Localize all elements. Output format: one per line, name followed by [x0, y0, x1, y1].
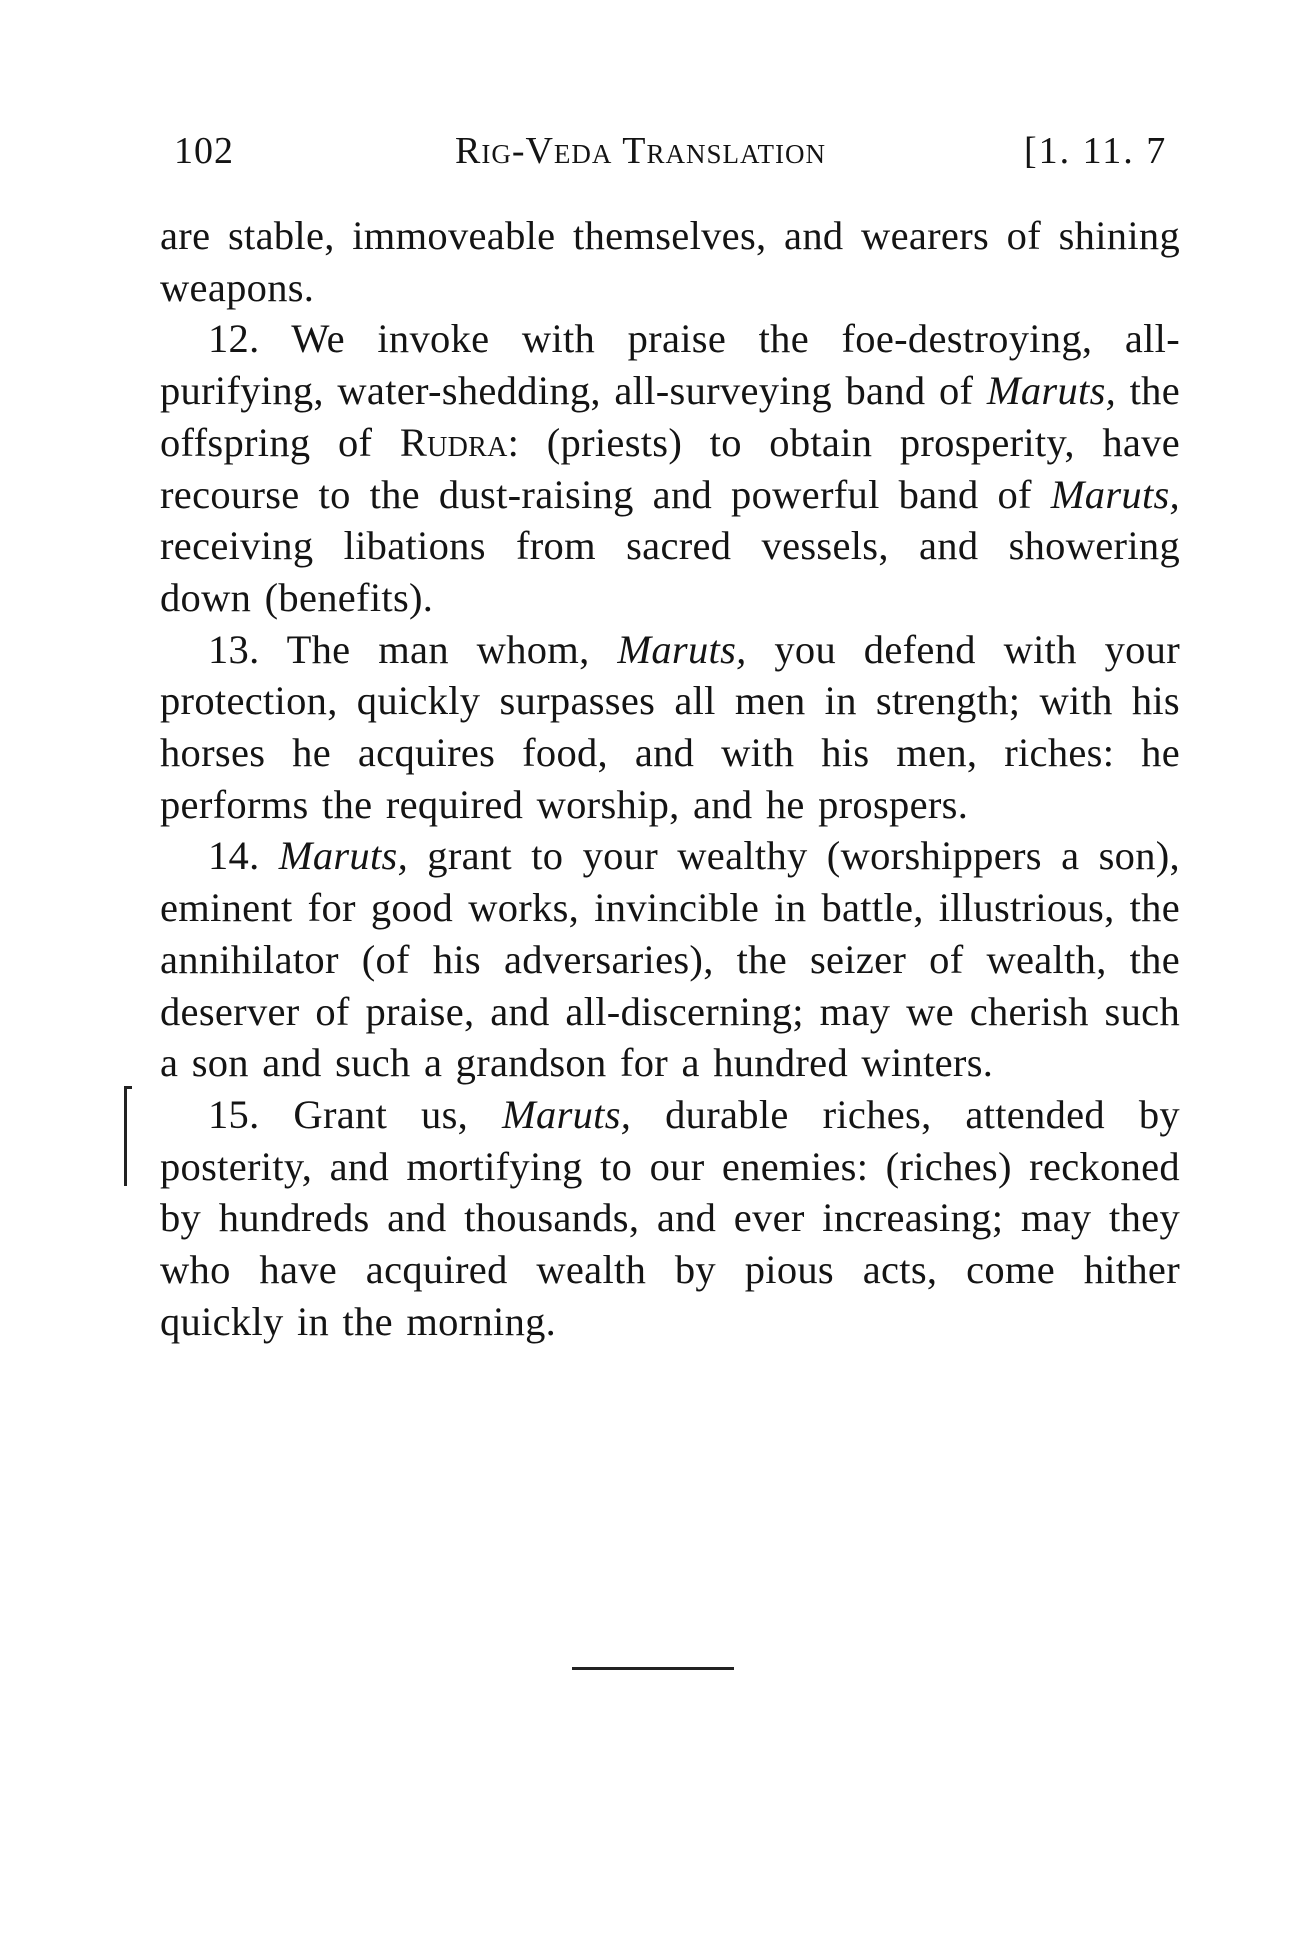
italic-term: Maruts, [986, 368, 1117, 414]
verse-text: : (priests) to obtain prosperity, have recourse to the dust-raising and powerful band of [160, 419, 1180, 517]
verse-text: you defend with your protection, quickly surpasses all men in strength; with his horses he acquires food, and with his men, riches: he performs the required worship, and he prospers. [160, 626, 1181, 827]
verse-15 [160, 1089, 1180, 1348]
verse-number: 12. [208, 316, 260, 362]
verse-text: the offspring of [160, 368, 1181, 465]
verse-reference: [1. 11. 7 [1024, 130, 1168, 172]
paragraph-continuation [160, 210, 1180, 313]
paragraph-text: are stable, immoveable themselves, and wearers of shining weapons. [160, 213, 1180, 310]
verse-number: 14. [208, 833, 260, 879]
verse-text: receiving libations from sacred vessels, and showering down (benefits). [160, 523, 1180, 620]
italic-term: Maruts, [278, 833, 409, 879]
margin-marker-tick [124, 1086, 132, 1089]
verse-text: grant to your wealthy (worshippers a son), eminent for good works, invincible in battle, illustrious, the annihilator (of his adversaries), the seizer of wealth, the deserver of praise, and all-discerning; may we cherish such a son and such a grandson for a hundred winters. [160, 833, 1180, 1086]
italic-term: Maruts, [501, 1091, 632, 1137]
verse-text: Grant us, [259, 1091, 502, 1137]
italic-term: Maruts, [617, 626, 747, 672]
verse-12 [160, 313, 1180, 623]
margin-marker [124, 1086, 127, 1186]
end-of-section-rule [572, 1667, 734, 1670]
body-text [160, 210, 1180, 1347]
verse-text: durable riches, attended by posterity, and mortifying to our enemies: (riches) reckoned by hundreds and thousands, and ever increasing; may they who have acquired wealth by pious acts, come hither quickly in the morning. [160, 1091, 1180, 1344]
page-number: 102 [174, 130, 234, 172]
verse-text: The man whom, [259, 626, 618, 672]
running-title: Rig-Veda Translation [455, 130, 826, 172]
verse-number: 15. [208, 1091, 260, 1137]
small-caps-name: Rudra [399, 419, 508, 465]
verse-13 [160, 624, 1180, 831]
running-head [0, 128, 1294, 174]
verse-14 [160, 830, 1180, 1089]
italic-term: Maruts, [1050, 471, 1180, 517]
verse-number: 13. [208, 626, 260, 672]
verse-text: We invoke with praise the foe-destroying, all-purifying, water-shedding, all-surveying band of [160, 316, 1180, 414]
